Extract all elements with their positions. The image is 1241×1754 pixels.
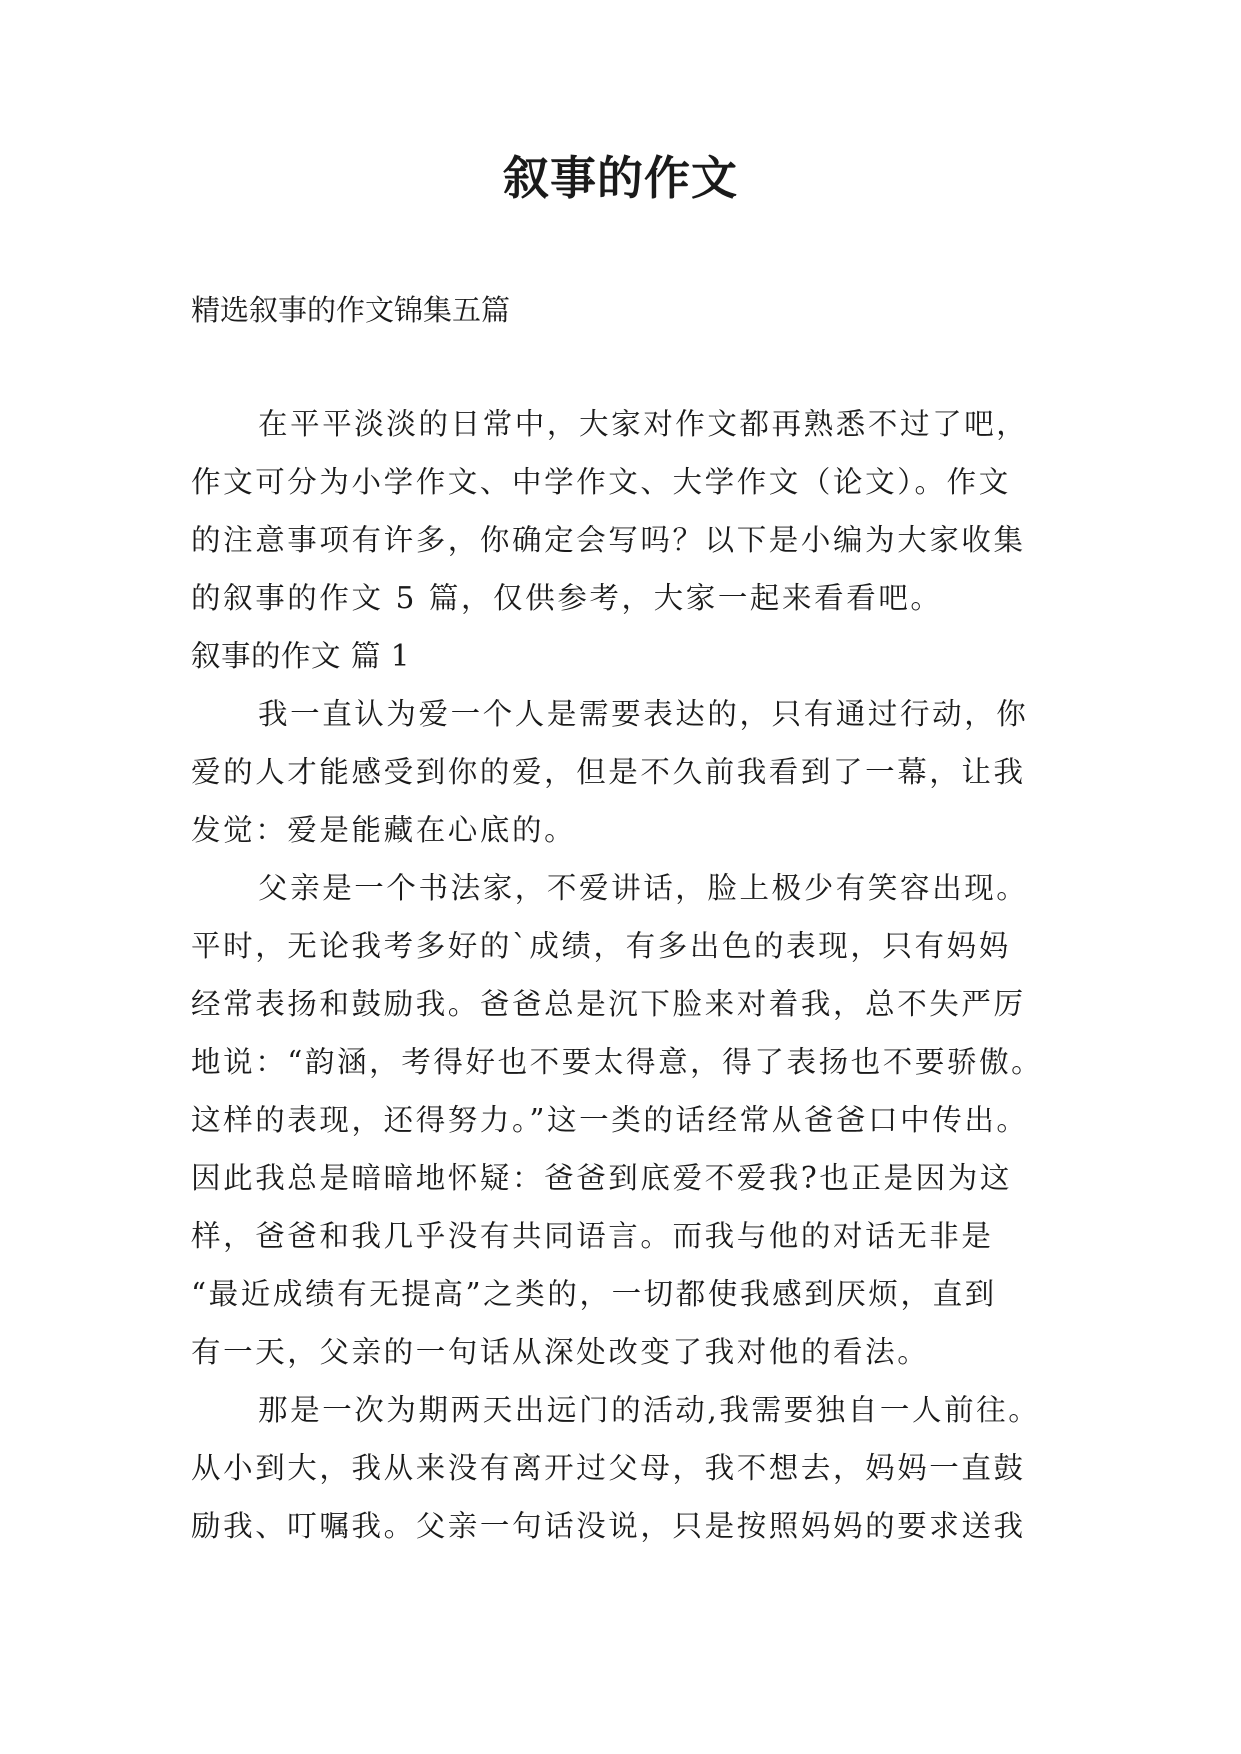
paragraph-line: 父亲是一个书法家，不爱讲话，脸上极少有笑容出现。 (258, 871, 1029, 905)
paragraph-line: 的叙事的作文 5 篇，仅供参考，大家一起来看看吧。 (191, 581, 943, 615)
paragraph-line: 样，爸爸和我几乎没有共同语言。而我与他的对话无非是 (191, 1219, 994, 1253)
document-subtitle: 精选叙事的作文锦集五篇 (191, 293, 511, 327)
paragraph-line: 的注意事项有许多，你确定会写吗？以下是小编为大家收集 (191, 523, 1026, 557)
paragraph-line: 爱的人才能感受到你的爱，但是不久前我看到了一幕，让我 (191, 755, 1026, 789)
paragraph-line: 作文可分为小学作文、中学作文、大学作文（论文）。作文 (191, 465, 1011, 499)
paragraph-line: 这样的表现，还得努力。”这一类的话经常从爸爸口中传出。 (191, 1103, 1029, 1137)
paragraph-line: 平时，无论我考多好的`成绩，有多出色的表现，只有妈妈 (191, 929, 1011, 963)
paragraph-line: 因此我总是暗暗地怀疑：爸爸到底爱不爱我?也正是因为这 (191, 1161, 1012, 1195)
paragraph-line: 经常表扬和鼓励我。爸爸总是沉下脸来对着我，总不失严厉 (191, 987, 1026, 1021)
paragraph-line: 我一直认为爱一个人是需要表达的，只有通过行动，你 (258, 697, 1029, 731)
paragraph-line: 发觉：爱是能藏在心底的。 (191, 813, 577, 847)
paragraph-line: “最近成绩有无提高”之类的，一切都使我感到厌烦，直到 (191, 1277, 997, 1311)
paragraph-line: 从小到大，我从来没有离开过父母，我不想去，妈妈一直鼓 (191, 1451, 1026, 1485)
paragraph-line: 在平平淡淡的日常中，大家对作文都再熟悉不过了吧， (258, 407, 1029, 441)
paragraph-line: 那是一次为期两天出远门的活动,我需要独自一人前往。 (258, 1393, 1041, 1427)
section-heading: 叙事的作文 篇 1 (191, 639, 411, 673)
paragraph-line: 有一天，父亲的一句话从深处改变了我对他的看法。 (191, 1335, 930, 1369)
document-title: 叙事的作文 (503, 151, 738, 205)
paragraph-line: 励我、叮嘱我。父亲一句话没说，只是按照妈妈的要求送我 (191, 1509, 1026, 1543)
paragraph-line: 地说：“韵涵，考得好也不要太得意，得了表扬也不要骄傲。 (191, 1045, 1044, 1079)
